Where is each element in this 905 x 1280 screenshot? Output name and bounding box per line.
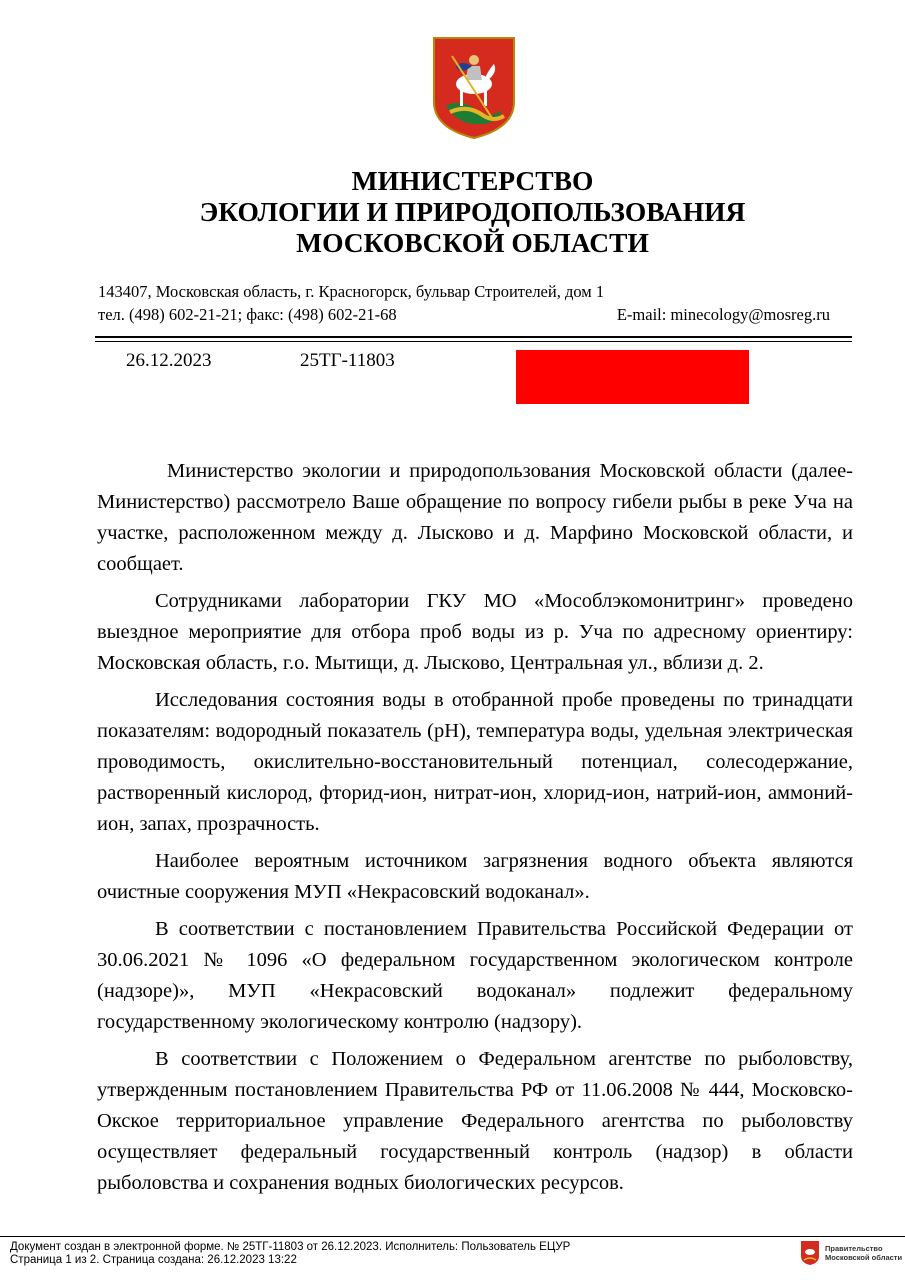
paragraph: Исследования состояния воды в отобранной пробе проведены по тринадцати показателям: водородный показатель (pH), температура воды, удельная электрическая проводимость, окислительно-восстановительный потенциал, солесодержание, растворенный кислород, фторид-ион, нитрат-ион, хлорид-ион, натрий-ион, аммоний-ион, запах, прозрачность. — [97, 689, 853, 835]
header-divider-thin — [95, 341, 852, 342]
footer-line: Документ создан в электронной форме. № 25ТГ-11803 от 26.12.2023. Исполнитель: Пользователь ЕЦУР — [10, 1241, 571, 1253]
government-logo-icon — [800, 1240, 820, 1266]
email-address: E-mail: minecology@mosreg.ru — [616, 305, 830, 324]
postal-address: 143407, Московская область, г. Красногорск, бульвар Строителей, дом 1 — [98, 282, 605, 301]
title-line: МОСКОВСКОЙ ОБЛАСТИ — [296, 227, 649, 258]
registration-number: 25ТГ-11803 — [300, 350, 395, 371]
government-logo — [800, 1240, 902, 1266]
contacts-line — [98, 305, 830, 325]
paragraph: В соответствии с постановлением Правительства Российской Федерации от 30.06.2021 № 1096 «О федеральном государственном экологическом контроле (надзоре)», МУП «Некрасовский водоканал» подлежит федеральному государственному экологическому контролю (надзору). — [97, 918, 853, 1033]
phone-fax: тел. (498) 602-21-21; факс: (498) 602-21-68 — [98, 305, 397, 324]
paragraph: В соответствии с Положением о Федеральном агентстве по рыболовству, утвержденным постановлением Правительства РФ от 11.06.2008 № 444, Московско-Окское территориальное управление Федерального агентства по рыболовству осуществляет федеральный государственный контроль (надзор) в области рыболовства и сохранения водных биологических ресурсов. — [97, 1048, 853, 1194]
logo-text: Правительство — [825, 1244, 883, 1253]
paragraph: Наиболее вероятным источником загрязнения водного объекта являются очистные сооружения МУП «Некрасовский водоканал». — [97, 850, 853, 903]
registration-date: 26.12.2023 — [126, 350, 212, 371]
letter-body — [97, 456, 853, 1205]
redacted-recipient-block — [516, 350, 749, 404]
document-footer — [10, 1241, 570, 1267]
footer-line: Страница 1 из 2. Страница создана: 26.12.2023 13:22 — [10, 1254, 297, 1266]
header-divider-thick — [95, 336, 852, 338]
logo-text: Московской области — [825, 1253, 903, 1262]
title-line: МИНИСТЕРСТВО — [351, 165, 594, 196]
ministry-title — [0, 165, 905, 258]
paragraph: Сотрудниками лаборатории ГКУ МО «Мособлэкомонитринг» проведено выездное мероприятие для отбора проб воды из р. Уча по адресному ориентиру: Московская область, г.о. Мытищи, д. Лысково, Центральная ул., вблизи д. 2. — [97, 590, 853, 674]
paragraph: Министерство экологии и природопользования Московской области (далее-Министерство) рассмотрело Ваше обращение по вопросу гибели рыбы в реке Уча на участке, расположенном между д. Лысково и д. Марфино Московской области, и сообщает. — [97, 460, 853, 575]
coat-of-arms-icon — [432, 36, 516, 140]
footer-divider — [0, 1236, 905, 1237]
title-line: ЭКОЛОГИИ И ПРИРОДОПОЛЬЗОВАНИЯ — [199, 196, 746, 227]
